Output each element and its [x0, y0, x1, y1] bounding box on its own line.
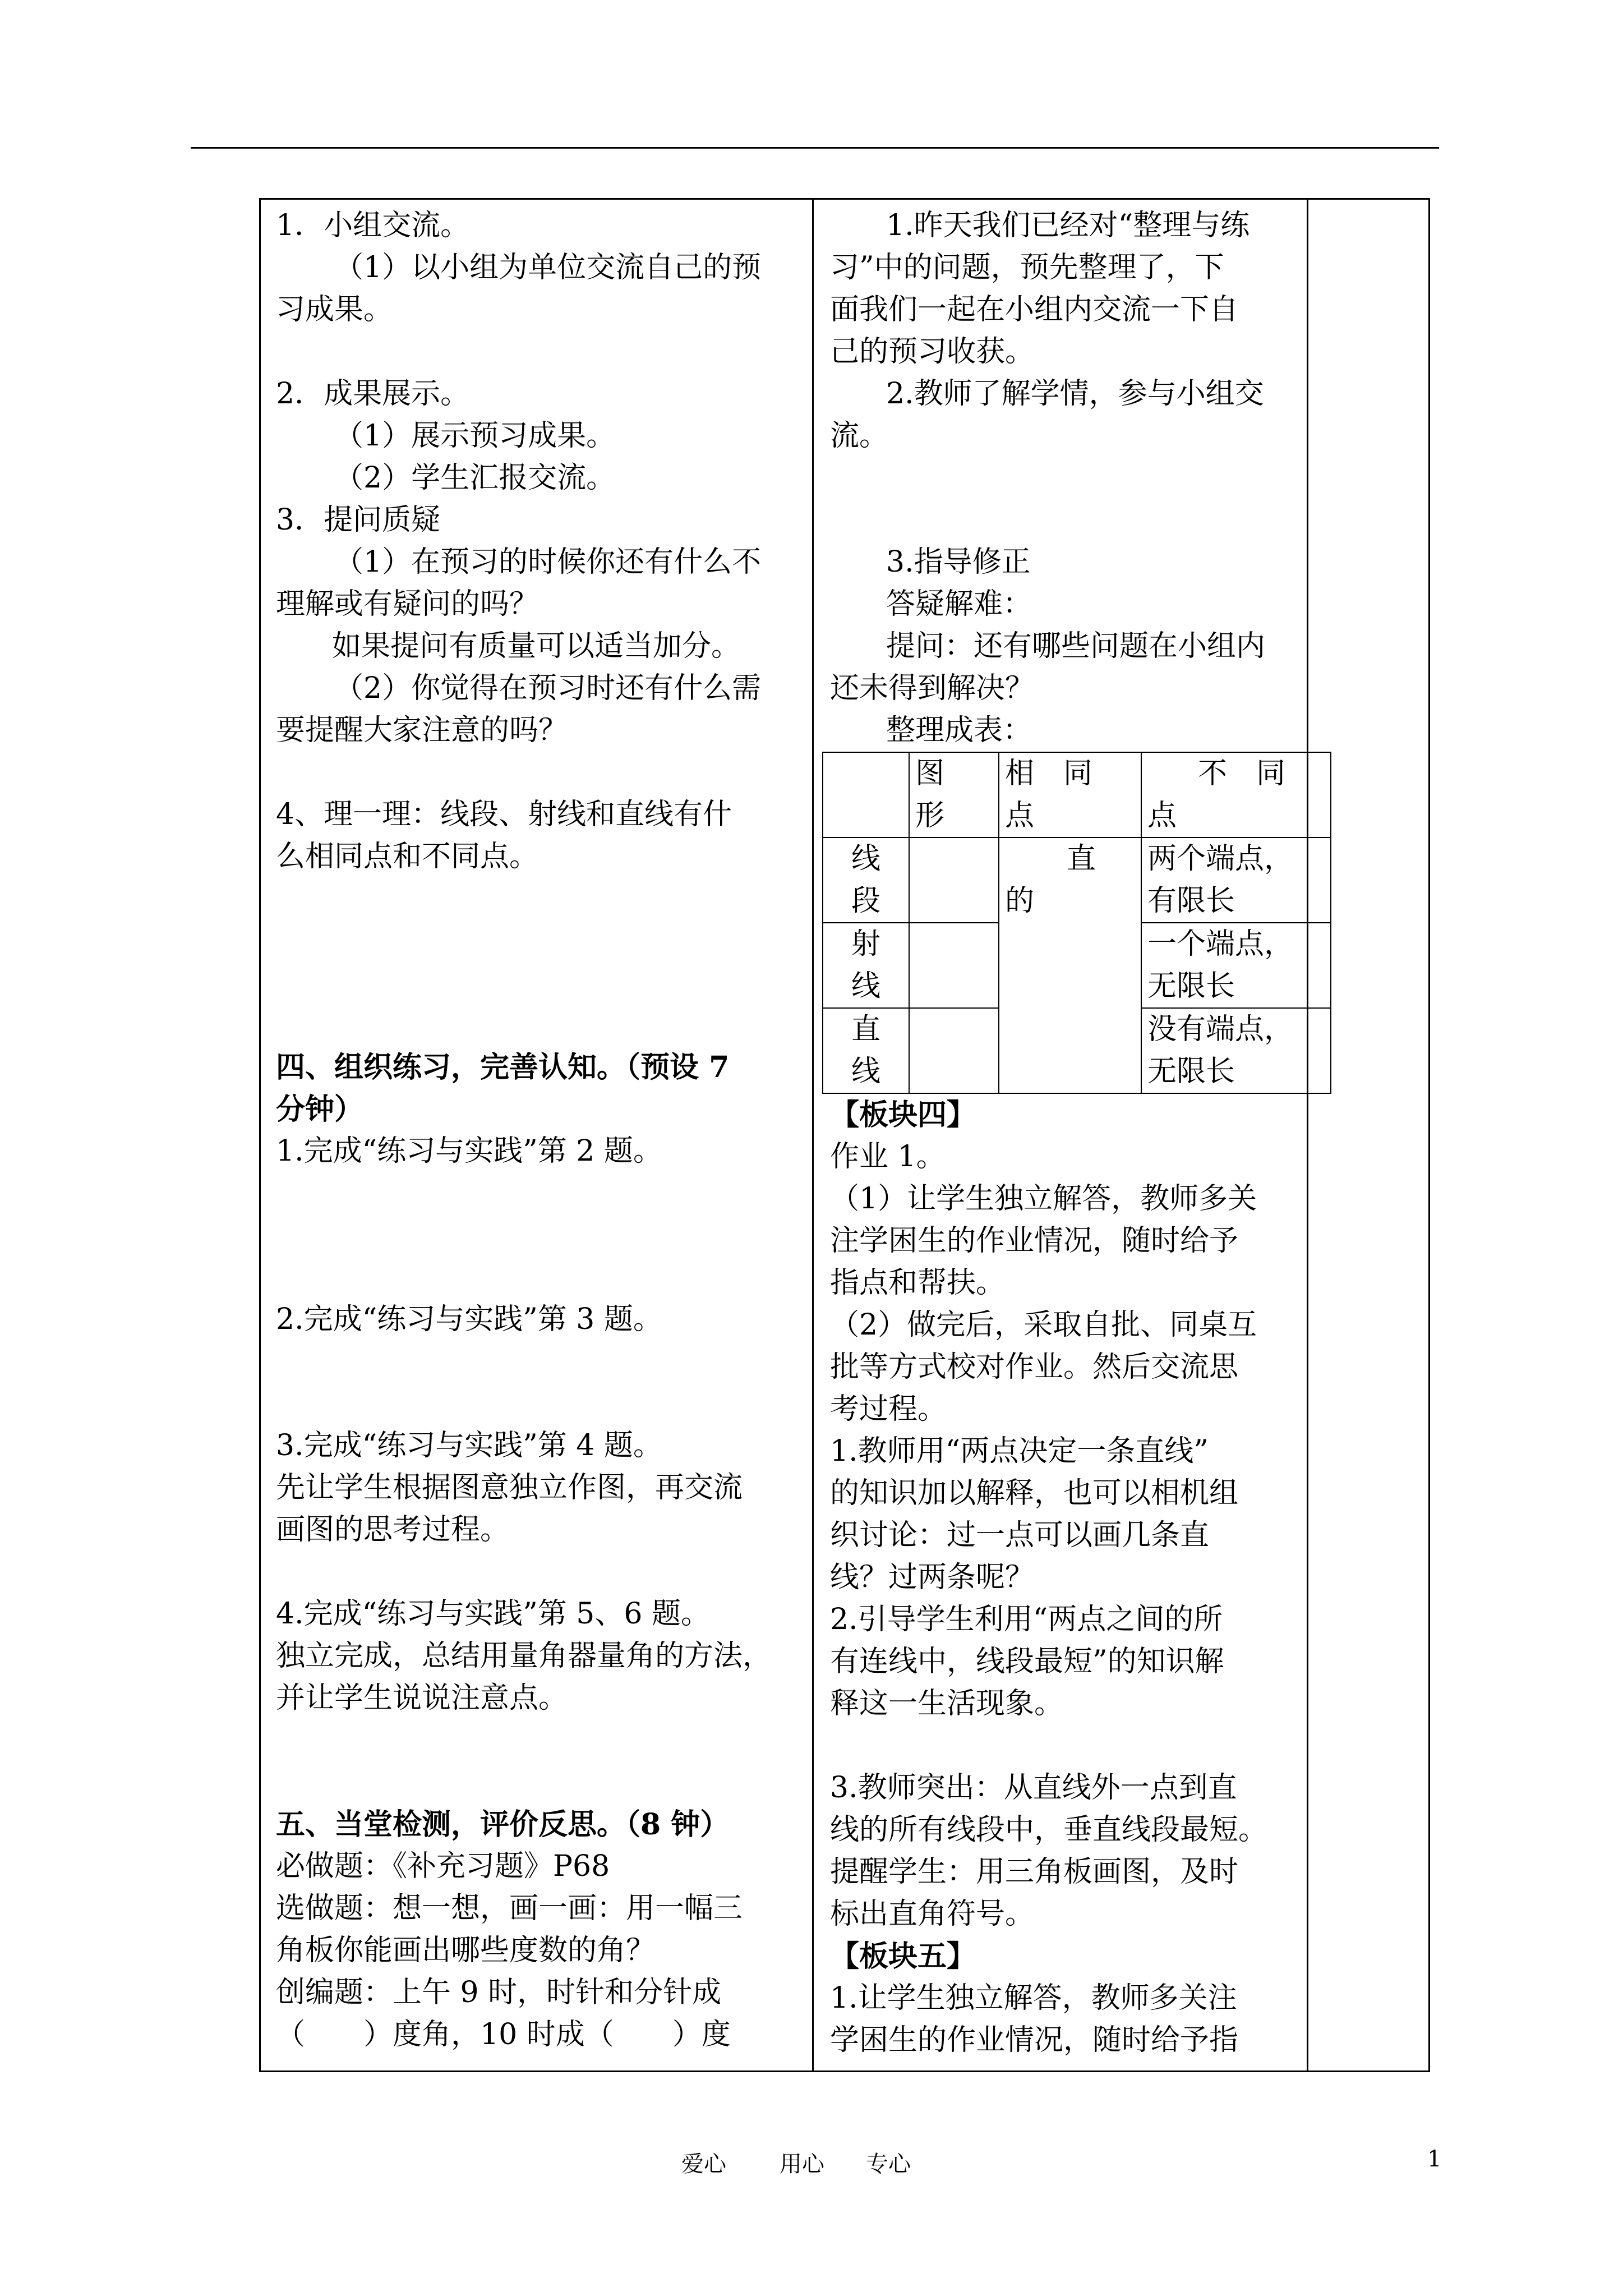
- table-cell: [909, 1008, 999, 1093]
- text-line: （1）以小组为单位交流自己的预: [334, 251, 762, 284]
- text-line: 线的所有线段中，垂直线段最短。: [830, 1813, 1268, 1847]
- text-line: 作业 1。: [830, 1140, 946, 1174]
- diff-cell: 一个端点， 无限长: [1141, 923, 1331, 1008]
- text-line: 3.指导修正: [886, 545, 1031, 579]
- row-label-ray: 射 线: [823, 923, 909, 1008]
- text-line: 先让学生根据图意独立作图，再交流: [276, 1471, 743, 1504]
- table-header-diff: 不 同 点: [1141, 752, 1331, 838]
- footer-motto-3: 专心: [866, 2151, 911, 2177]
- text-line: 提问：还有哪些问题在小组内: [886, 629, 1266, 663]
- text-line: 流。: [830, 419, 889, 453]
- text-line: 答疑解难：: [886, 587, 1032, 621]
- diff-cell: 两个端点， 有限长: [1141, 838, 1331, 923]
- text-line: 习”中的问题，预先整理了，下: [830, 251, 1224, 284]
- text-line: （2）你觉得在预习时还有什么需: [334, 671, 762, 705]
- table-row: [823, 752, 1331, 838]
- text-line: 指点和帮扶。: [830, 1266, 1006, 1300]
- text-line: 1.让学生独立解答，教师多关注: [830, 1981, 1237, 2015]
- section-heading: 分钟）: [276, 1092, 364, 1126]
- table-cell: [909, 838, 999, 923]
- column-divider-1: [812, 198, 814, 2072]
- section-heading: 四、组织练习，完善认知。（预设 7: [276, 1050, 730, 1084]
- text-line: 的知识加以解释，也可以相机组: [830, 1476, 1239, 1510]
- text-line: 并让学生说说注意点。: [276, 1681, 568, 1715]
- row-label-segment: 线 段: [823, 838, 909, 923]
- text-line: 考过程。: [830, 1392, 947, 1426]
- text-line: 么相同点和不同点。: [276, 840, 539, 873]
- text-line: 整理成表：: [886, 714, 1032, 747]
- text-line: 织讨论：过一点可以画几条直: [830, 1519, 1210, 1552]
- text-line: 注学困生的作业情况，随时给予: [830, 1224, 1239, 1258]
- text-line: 画图的思考过程。: [276, 1513, 510, 1547]
- section-heading: 【板块五】: [830, 1939, 976, 1973]
- text-line: 如果提问有质量可以适当加分。: [332, 629, 741, 663]
- text-line: 己的预习收获。: [830, 335, 1035, 369]
- text-line: 有连线中，线段最短”的知识解: [830, 1645, 1224, 1678]
- text-line: 2.完成“练习与实践”第 3 题。: [276, 1303, 662, 1336]
- text-line: 3.完成“练习与实践”第 4 题。: [276, 1429, 662, 1462]
- text-line: 独立完成，总结用量角器量角的方法，: [276, 1639, 772, 1673]
- text-line: 创编题：上午 9 时，时针和分针成: [276, 1976, 722, 2009]
- section-heading: 【板块四】: [830, 1098, 976, 1132]
- comparison-table: [822, 752, 1331, 1094]
- text-line: 批等方式校对作业。然后交流思: [830, 1350, 1239, 1384]
- text-line: 面我们一起在小组内交流一下自: [830, 293, 1239, 326]
- text-line: 学困生的作业情况，随时给予指: [830, 2023, 1239, 2057]
- page-number: 1: [1427, 2146, 1442, 2172]
- text-line: 3.教师突出：从直线外一点到直: [830, 1771, 1237, 1805]
- table-header-same: 相 同 点: [999, 752, 1141, 838]
- table-cell: [909, 923, 999, 1008]
- text-line: 1.完成“练习与实践”第 2 题。: [276, 1134, 662, 1168]
- text-line: 2.引导学生利用“两点之间的所: [830, 1603, 1223, 1636]
- text-line: 标出直角符号。: [830, 1897, 1035, 1931]
- text-line: 还未得到解决？: [830, 671, 1035, 705]
- text-line: 线？过两条呢？: [830, 1561, 1035, 1594]
- text-line: 2.教师了解学情，参与小组交: [886, 377, 1264, 411]
- text-line: 1.昨天我们已经对“整理与练: [886, 209, 1250, 242]
- text-line: 提醒学生：用三角板画图，及时: [830, 1855, 1239, 1889]
- footer-motto-2: 用心: [780, 2151, 824, 2177]
- text-line: 1.教师用“两点决定一条直线”: [830, 1434, 1209, 1468]
- text-line: 4.完成“练习与实践”第 5、6 题。: [276, 1597, 711, 1631]
- text-line: 理解或有疑问的吗？: [276, 587, 539, 621]
- text-line: 2．成果展示。: [276, 377, 470, 411]
- text-line: （2）做完后，采取自批、同桌互: [830, 1308, 1257, 1342]
- text-line: 4、理一理：线段、射线和直线有什: [276, 798, 732, 831]
- text-line: 3．提问质疑: [276, 503, 441, 537]
- text-line: （1）在预习的时候你还有什么不: [334, 545, 762, 579]
- text-line: 必做题：《补充习题》P68: [276, 1849, 610, 1883]
- student-activity-column: [276, 198, 797, 2056]
- text-line: （ ）度角，10 时成（ ）度: [276, 2018, 731, 2051]
- text-line: （2）学生汇报交流。: [334, 461, 616, 495]
- column-divider-2: [1307, 198, 1308, 2072]
- row-label-line: 直 线: [823, 1008, 909, 1093]
- section-heading: 五、当堂检测，评价反思。（8 钟）: [276, 1807, 730, 1842]
- text-line: （1）让学生独立解答，教师多关: [830, 1182, 1257, 1216]
- table-row: [823, 838, 1331, 923]
- table-header-shape: 图 形: [909, 752, 999, 838]
- text-line: 要提醒大家注意的吗？: [276, 714, 568, 747]
- text-line: 习成果。: [276, 293, 393, 326]
- header-rule: [191, 147, 1439, 149]
- diff-cell: 没有端点， 无限长: [1141, 1008, 1331, 1093]
- text-line: 选做题：想一想，画一画：用一幅三: [276, 1892, 743, 1925]
- teacher-activity-column: [830, 198, 1294, 2062]
- text-line: （1）展示预习成果。: [334, 419, 616, 453]
- text-line: 1．小组交流。: [276, 209, 470, 242]
- same-point-cell: 直 的: [999, 838, 1141, 1093]
- footer-motto-1: 爱心: [681, 2151, 726, 2177]
- text-line: 释这一生活现象。: [830, 1687, 1064, 1720]
- text-line: 角板你能画出哪些度数的角？: [276, 1934, 656, 1967]
- table-cell: [823, 752, 909, 838]
